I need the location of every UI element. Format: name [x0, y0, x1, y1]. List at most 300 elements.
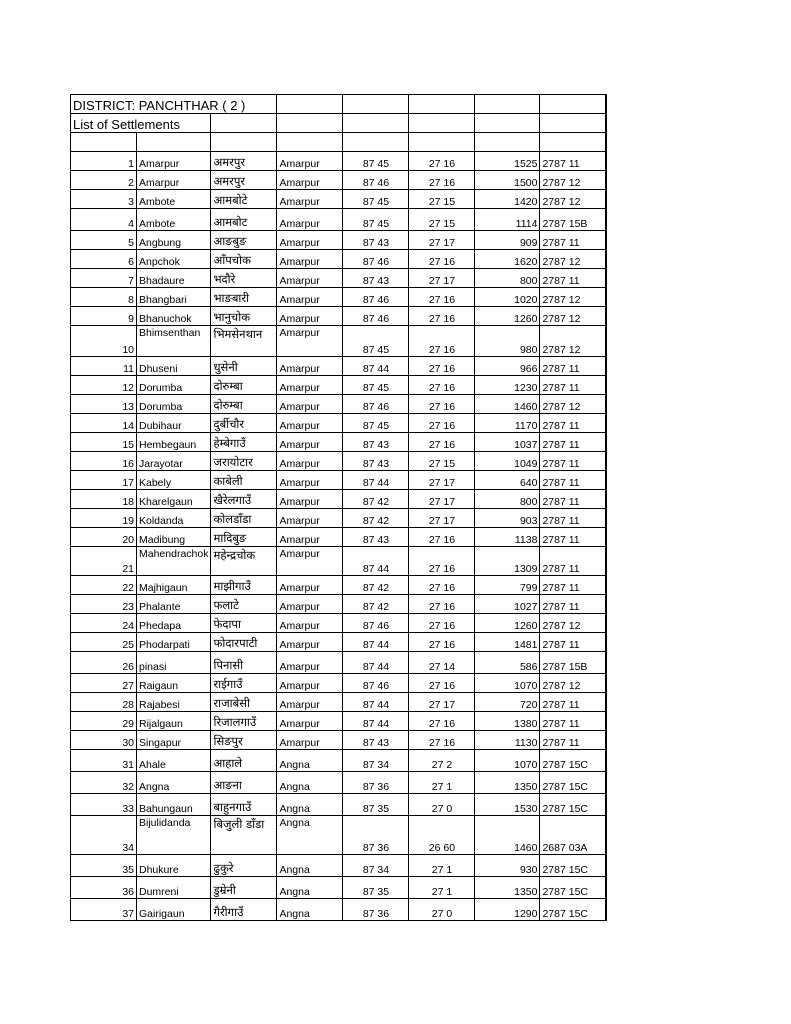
map-sheet: 2787 11 — [540, 712, 606, 731]
vdc-name: Amarpur — [277, 595, 343, 614]
longitude: 87 43 — [343, 269, 409, 288]
elevation: 1350 — [475, 772, 540, 794]
row-number: 28 — [71, 693, 137, 712]
map-sheet: 2787 11 — [540, 452, 606, 471]
settlement-name: Ahale — [137, 750, 211, 772]
settlement-name: Raigaun — [137, 674, 211, 693]
latitude: 27 16 — [409, 433, 475, 452]
settlement-name-nepali: खैरेलगाउँ — [211, 490, 277, 509]
longitude: 87 46 — [343, 395, 409, 414]
table-row — [71, 712, 606, 731]
settlement-name-nepali: आङना — [211, 772, 277, 794]
elevation: 1170 — [475, 414, 540, 433]
map-sheet: 2787 15C — [540, 899, 606, 921]
row-number: 32 — [71, 772, 137, 794]
longitude: 87 45 — [343, 376, 409, 395]
vdc-name: Amarpur — [277, 250, 343, 269]
map-sheet: 2787 11 — [540, 433, 606, 452]
elevation: 1530 — [475, 794, 540, 816]
map-sheet: 2787 15C — [540, 772, 606, 794]
settlement-name-nepali: अमरपुर — [211, 152, 277, 171]
settlement-name-nepali: महेन्द्रचोक — [211, 547, 277, 576]
settlement-name-nepali: कोलडाँडा — [211, 509, 277, 528]
vdc-name: Amarpur — [277, 490, 343, 509]
longitude: 87 45 — [343, 326, 409, 357]
longitude: 87 44 — [343, 357, 409, 376]
table-row — [71, 471, 606, 490]
map-sheet: 2787 11 — [540, 633, 606, 652]
elevation: 1420 — [475, 190, 540, 209]
map-sheet: 2787 15C — [540, 855, 606, 877]
settlement-name-nepali: राईगाउँ — [211, 674, 277, 693]
elevation: 1481 — [475, 633, 540, 652]
subtitle-row — [71, 114, 606, 133]
elevation: 930 — [475, 855, 540, 877]
settlement-name-nepali: पिनासी — [211, 652, 277, 674]
table-row — [71, 731, 606, 750]
longitude: 87 35 — [343, 877, 409, 899]
latitude: 27 17 — [409, 693, 475, 712]
settlement-name: Majhigaun — [137, 576, 211, 595]
settlements-table — [70, 94, 607, 921]
table-row — [71, 433, 606, 452]
settlement-name-nepali: दोरुम्बा — [211, 376, 277, 395]
settlement-name: Phalante — [137, 595, 211, 614]
longitude: 87 42 — [343, 490, 409, 509]
settlement-name-nepali: फेदापा — [211, 614, 277, 633]
latitude: 27 16 — [409, 171, 475, 190]
elevation: 966 — [475, 357, 540, 376]
latitude: 27 16 — [409, 152, 475, 171]
vdc-name: Amarpur — [277, 395, 343, 414]
settlement-name-nepali: डुम्रेनी — [211, 877, 277, 899]
settlement-name-nepali: फोदारपाटी — [211, 633, 277, 652]
elevation: 1380 — [475, 712, 540, 731]
vdc-name: Amarpur — [277, 152, 343, 171]
latitude: 27 15 — [409, 190, 475, 209]
latitude: 27 16 — [409, 633, 475, 652]
settlement-name: Rajabesi — [137, 693, 211, 712]
longitude: 87 46 — [343, 288, 409, 307]
settlement-name: Phodarpati — [137, 633, 211, 652]
longitude: 87 46 — [343, 307, 409, 326]
settlement-name-nepali: रिजालगाउँ — [211, 712, 277, 731]
vdc-name: Amarpur — [277, 471, 343, 490]
elevation: 800 — [475, 269, 540, 288]
latitude: 27 16 — [409, 376, 475, 395]
vdc-name: Amarpur — [277, 633, 343, 652]
vdc-name: Amarpur — [277, 731, 343, 750]
table-row — [71, 899, 606, 921]
map-sheet: 2787 11 — [540, 547, 606, 576]
settlement-name: Dumreni — [137, 877, 211, 899]
map-sheet: 2787 12 — [540, 326, 606, 357]
settlement-name-nepali: गैरीगाउँ — [211, 899, 277, 921]
vdc-name: Amarpur — [277, 452, 343, 471]
settlement-name: Jarayotar — [137, 452, 211, 471]
map-sheet: 2787 11 — [540, 731, 606, 750]
longitude: 87 42 — [343, 576, 409, 595]
longitude: 87 44 — [343, 547, 409, 576]
vdc-name: Amarpur — [277, 288, 343, 307]
vdc-name: Angna — [277, 750, 343, 772]
empty-cell — [540, 95, 606, 114]
elevation: 720 — [475, 693, 540, 712]
settlement-name-nepali: माझीगाउँ — [211, 576, 277, 595]
latitude: 27 16 — [409, 357, 475, 376]
row-number: 27 — [71, 674, 137, 693]
empty-cell — [409, 114, 475, 133]
settlement-name-nepali: मादिबुङ — [211, 528, 277, 547]
table-row — [71, 326, 606, 357]
settlement-name: pinasi — [137, 652, 211, 674]
latitude: 27 16 — [409, 614, 475, 633]
longitude: 87 45 — [343, 152, 409, 171]
longitude: 87 44 — [343, 633, 409, 652]
table-row — [71, 750, 606, 772]
elevation: 1525 — [475, 152, 540, 171]
map-sheet: 2687 03A — [540, 816, 606, 855]
row-number: 13 — [71, 395, 137, 414]
row-number: 26 — [71, 652, 137, 674]
latitude: 27 16 — [409, 731, 475, 750]
map-sheet: 2787 11 — [540, 357, 606, 376]
elevation: 1070 — [475, 750, 540, 772]
longitude: 87 45 — [343, 414, 409, 433]
elevation: 980 — [475, 326, 540, 357]
row-number: 22 — [71, 576, 137, 595]
elevation: 1130 — [475, 731, 540, 750]
row-number: 19 — [71, 509, 137, 528]
settlement-name: Angna — [137, 772, 211, 794]
empty-cell — [475, 133, 540, 152]
settlement-name-nepali: काबेली — [211, 471, 277, 490]
map-sheet: 2787 12 — [540, 250, 606, 269]
longitude: 87 43 — [343, 528, 409, 547]
latitude: 27 16 — [409, 547, 475, 576]
vdc-name: Amarpur — [277, 414, 343, 433]
table-row — [71, 152, 606, 171]
table-row — [71, 855, 606, 877]
row-number: 34 — [71, 816, 137, 855]
row-number: 4 — [71, 209, 137, 231]
table-row — [71, 633, 606, 652]
vdc-name: Amarpur — [277, 326, 343, 357]
settlement-name: Bahungaun — [137, 794, 211, 816]
vdc-name: Amarpur — [277, 357, 343, 376]
district-header-row — [71, 95, 606, 114]
row-number: 1 — [71, 152, 137, 171]
longitude: 87 43 — [343, 231, 409, 250]
settlement-name-nepali: दुर्बीचौर — [211, 414, 277, 433]
empty-cell — [540, 114, 606, 133]
empty-cell — [211, 114, 277, 133]
latitude: 27 17 — [409, 231, 475, 250]
settlement-name-nepali: आँपचोक — [211, 250, 277, 269]
longitude: 87 43 — [343, 731, 409, 750]
empty-cell — [137, 133, 211, 152]
map-sheet: 2787 12 — [540, 307, 606, 326]
settlement-name-nepali: भदौरे — [211, 269, 277, 288]
row-number: 15 — [71, 433, 137, 452]
vdc-name: Angna — [277, 855, 343, 877]
vdc-name: Amarpur — [277, 652, 343, 674]
map-sheet: 2787 12 — [540, 171, 606, 190]
settlement-name: Bhanuchok — [137, 307, 211, 326]
row-number: 21 — [71, 547, 137, 576]
map-sheet: 2787 15C — [540, 750, 606, 772]
elevation: 586 — [475, 652, 540, 674]
table-row — [71, 576, 606, 595]
settlement-name-nepali: आमबोट — [211, 209, 277, 231]
row-number: 17 — [71, 471, 137, 490]
row-number: 2 — [71, 171, 137, 190]
table-row — [71, 231, 606, 250]
longitude: 87 35 — [343, 794, 409, 816]
elevation: 640 — [475, 471, 540, 490]
map-sheet: 2787 12 — [540, 288, 606, 307]
vdc-name: Amarpur — [277, 433, 343, 452]
vdc-name: Angna — [277, 899, 343, 921]
elevation: 1290 — [475, 899, 540, 921]
table-row — [71, 307, 606, 326]
elevation: 1309 — [475, 547, 540, 576]
vdc-name: Amarpur — [277, 614, 343, 633]
elevation: 1037 — [475, 433, 540, 452]
map-sheet: 2787 11 — [540, 693, 606, 712]
row-number: 37 — [71, 899, 137, 921]
table-row — [71, 490, 606, 509]
longitude: 87 46 — [343, 250, 409, 269]
row-number: 5 — [71, 231, 137, 250]
settlement-name-nepali: बाहुनगाउँ — [211, 794, 277, 816]
table-row — [71, 395, 606, 414]
map-sheet: 2787 11 — [540, 231, 606, 250]
empty-cell — [71, 133, 137, 152]
row-number: 20 — [71, 528, 137, 547]
settlement-name: Kabely — [137, 471, 211, 490]
elevation: 1460 — [475, 395, 540, 414]
elevation: 1027 — [475, 595, 540, 614]
latitude: 27 17 — [409, 490, 475, 509]
settlement-name: Koldanda — [137, 509, 211, 528]
settlement-name: Amarpur — [137, 152, 211, 171]
settlement-name-nepali: ढुकुरे — [211, 855, 277, 877]
latitude: 27 0 — [409, 794, 475, 816]
elevation: 800 — [475, 490, 540, 509]
table-row — [71, 794, 606, 816]
table-row — [71, 652, 606, 674]
map-sheet: 2787 11 — [540, 269, 606, 288]
vdc-name: Amarpur — [277, 576, 343, 595]
settlement-name-nepali: फलाटे — [211, 595, 277, 614]
row-number: 3 — [71, 190, 137, 209]
vdc-name: Amarpur — [277, 547, 343, 576]
settlement-name: Rijalgaun — [137, 712, 211, 731]
empty-cell — [540, 133, 606, 152]
vdc-name: Amarpur — [277, 231, 343, 250]
row-number: 33 — [71, 794, 137, 816]
settlement-name: Mahendrachok — [137, 547, 211, 576]
settlement-name: Ambote — [137, 190, 211, 209]
table-row — [71, 595, 606, 614]
map-sheet: 2787 11 — [540, 414, 606, 433]
vdc-name: Amarpur — [277, 712, 343, 731]
empty-cell — [475, 95, 540, 114]
row-number: 23 — [71, 595, 137, 614]
latitude: 27 14 — [409, 652, 475, 674]
latitude: 27 2 — [409, 750, 475, 772]
vdc-name: Amarpur — [277, 674, 343, 693]
settlement-name-nepali: आङबुङ — [211, 231, 277, 250]
longitude: 87 43 — [343, 452, 409, 471]
elevation: 1114 — [475, 209, 540, 231]
map-sheet: 2787 11 — [540, 576, 606, 595]
empty-cell — [277, 95, 343, 114]
elevation: 1020 — [475, 288, 540, 307]
latitude: 27 15 — [409, 452, 475, 471]
vdc-name: Amarpur — [277, 171, 343, 190]
longitude: 87 44 — [343, 471, 409, 490]
latitude: 27 16 — [409, 395, 475, 414]
settlement-name: Angbung — [137, 231, 211, 250]
settlement-name: Phedapa — [137, 614, 211, 633]
settlement-name-nepali: हेम्बेगाउँ — [211, 433, 277, 452]
row-number: 9 — [71, 307, 137, 326]
empty-cell — [343, 133, 409, 152]
latitude: 26 60 — [409, 816, 475, 855]
latitude: 27 16 — [409, 576, 475, 595]
settlement-name-nepali: आमबोटे — [211, 190, 277, 209]
table-row — [71, 547, 606, 576]
longitude: 87 34 — [343, 750, 409, 772]
table-body — [71, 95, 606, 921]
latitude: 27 1 — [409, 772, 475, 794]
settlement-name-nepali: बिजुली डाँडा — [211, 816, 277, 855]
settlement-name: Dorumba — [137, 376, 211, 395]
settlement-name-nepali: आहाले — [211, 750, 277, 772]
empty-cell — [475, 114, 540, 133]
map-sheet: 2787 12 — [540, 614, 606, 633]
latitude: 27 16 — [409, 326, 475, 357]
elevation: 1350 — [475, 877, 540, 899]
longitude: 87 36 — [343, 816, 409, 855]
row-number: 14 — [71, 414, 137, 433]
settlement-name: Dhuseni — [137, 357, 211, 376]
table-row — [71, 693, 606, 712]
row-number: 11 — [71, 357, 137, 376]
settlement-name: Anpchok — [137, 250, 211, 269]
elevation: 1230 — [475, 376, 540, 395]
row-number: 12 — [71, 376, 137, 395]
map-sheet: 2787 12 — [540, 395, 606, 414]
list-subtitle: List of Settlements — [71, 114, 211, 133]
longitude: 87 46 — [343, 674, 409, 693]
table-row — [71, 250, 606, 269]
map-sheet: 2787 15C — [540, 794, 606, 816]
settlement-name: Hembegaun — [137, 433, 211, 452]
vdc-name: Amarpur — [277, 376, 343, 395]
settlement-name: Kharelgaun — [137, 490, 211, 509]
latitude: 27 16 — [409, 712, 475, 731]
longitude: 87 46 — [343, 171, 409, 190]
longitude: 87 36 — [343, 899, 409, 921]
empty-cell — [409, 95, 475, 114]
elevation: 1500 — [475, 171, 540, 190]
latitude: 27 16 — [409, 528, 475, 547]
longitude: 87 44 — [343, 652, 409, 674]
table-row — [71, 877, 606, 899]
row-number: 30 — [71, 731, 137, 750]
table-row — [71, 288, 606, 307]
longitude: 87 45 — [343, 190, 409, 209]
longitude: 87 46 — [343, 614, 409, 633]
settlement-name: Bhadaure — [137, 269, 211, 288]
settlement-name: Dhukure — [137, 855, 211, 877]
settlement-name-nepali: सिङपुर — [211, 731, 277, 750]
vdc-name: Amarpur — [277, 307, 343, 326]
vdc-name: Angna — [277, 816, 343, 855]
latitude: 27 16 — [409, 288, 475, 307]
settlement-name: Dubihaur — [137, 414, 211, 433]
elevation: 903 — [475, 509, 540, 528]
latitude: 27 16 — [409, 250, 475, 269]
map-sheet: 2787 12 — [540, 190, 606, 209]
latitude: 27 17 — [409, 509, 475, 528]
row-number: 10 — [71, 326, 137, 357]
longitude: 87 45 — [343, 209, 409, 231]
settlement-name: Bhimsenthan — [137, 326, 211, 357]
settlement-name: Bhangbari — [137, 288, 211, 307]
table-row — [71, 376, 606, 395]
latitude: 27 1 — [409, 877, 475, 899]
vdc-name: Angna — [277, 772, 343, 794]
map-sheet: 2787 11 — [540, 509, 606, 528]
latitude: 27 15 — [409, 209, 475, 231]
vdc-name: Angna — [277, 877, 343, 899]
vdc-name: Amarpur — [277, 693, 343, 712]
vdc-name: Angna — [277, 794, 343, 816]
table-row — [71, 452, 606, 471]
empty-cell — [211, 133, 277, 152]
settlement-name: Dorumba — [137, 395, 211, 414]
latitude: 27 0 — [409, 899, 475, 921]
elevation: 1620 — [475, 250, 540, 269]
longitude: 87 44 — [343, 712, 409, 731]
vdc-name: Amarpur — [277, 190, 343, 209]
empty-cell — [277, 114, 343, 133]
latitude: 27 16 — [409, 414, 475, 433]
map-sheet: 2787 15B — [540, 652, 606, 674]
vdc-name: Amarpur — [277, 269, 343, 288]
row-number: 16 — [71, 452, 137, 471]
settlement-name-nepali: दोरुम्बा — [211, 395, 277, 414]
row-number: 7 — [71, 269, 137, 288]
row-number: 24 — [71, 614, 137, 633]
settlement-name: Bijulidanda — [137, 816, 211, 855]
latitude: 27 16 — [409, 307, 475, 326]
vdc-name: Amarpur — [277, 209, 343, 231]
map-sheet: 2787 11 — [540, 528, 606, 547]
elevation: 1049 — [475, 452, 540, 471]
elevation: 1260 — [475, 614, 540, 633]
map-sheet: 2787 12 — [540, 674, 606, 693]
elevation: 1138 — [475, 528, 540, 547]
latitude: 27 17 — [409, 269, 475, 288]
map-sheet: 2787 11 — [540, 595, 606, 614]
vdc-name: Amarpur — [277, 528, 343, 547]
vdc-name: Amarpur — [277, 509, 343, 528]
